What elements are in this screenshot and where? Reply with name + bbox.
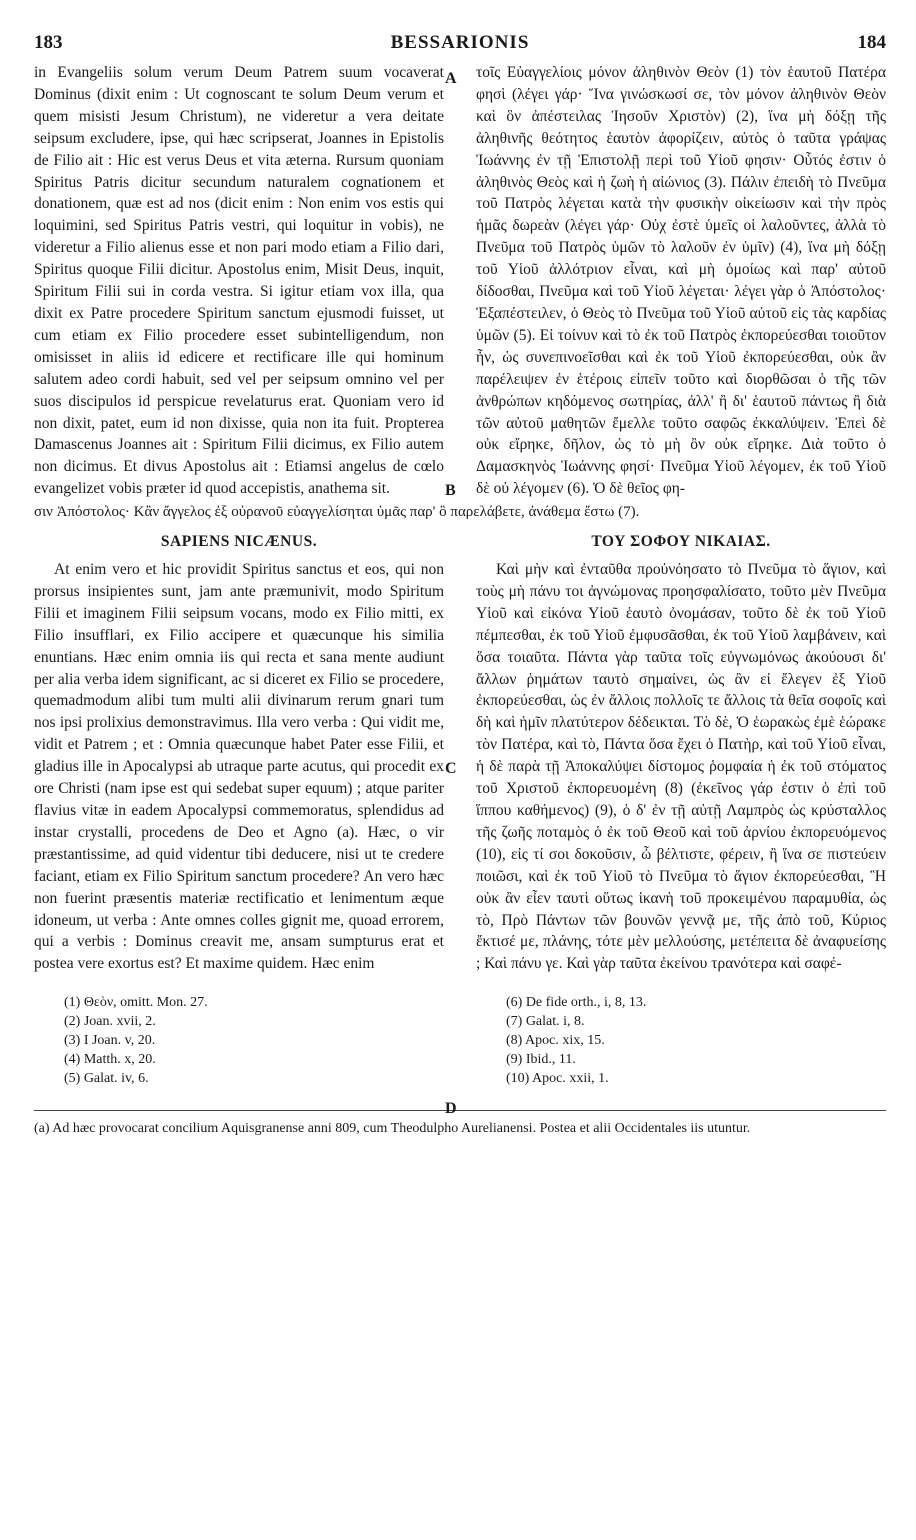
greek-section-title: ΤΟΥ ΣΟΦΟΥ ΝΙΚΑΙΑΣ. (591, 533, 771, 551)
latin-paragraph-1: in Evangeliis solum verum Deum Patrem suum vocaverat Dominus (dixit enim : Ut cognoscant te solum Deum verum et quem misisti Jesum Christum), ne videretur a vera deitate seipsum excludere, ipse, qui hæc scripserat, Joannes in Epistolis de Filio ait : Hic est verus Deus et vita æterna. Rursum quoniam Spiritus Patris dicitur secundum naturalem cognationem et donationem, quæ est ad nos (dicit enim : Non enim vos estis qui loquimini, sed Spiritus Patris vestri, qui loquitur in vobis), ne videretur a Filio alienus esse et non pari modo etiam a Filio dari, Spiritus quoque Filii dicitur. Apostolus enim, Misit Deus, inquit, Spiritum Filii sui in corda vestra. Si igitur etiam vox illa, qua dixit ex Patre procedere Spiritum sanctum ejusmodi fuisset, ut cum etiam ex Filio procedere esset subintelligendum, non omisisset in aliis id edicere et rectificare ille qui hominum salutem adeo cordi habuit, sed vel per seipsum omnino vel per suos discipulos id perspicue revelaturus erat. Quoniam vero id non dixit, patet, eum id non dixisse, quia non ita fuit. Propterea Damascenus Joannes ait : Spiritum Filii dicimus, ex Filio autem non dicimus. Et divus Apostolus ait : Etiamsi angelus de cœlo evangelizet vobis præter id quod accepistis, anathema sit. (34, 64, 444, 498)
footnote-a: (a) Ad hæc provocarat concilium Aquisgranense anni 809, cum Theodulpho Aurelianensi. Postea et alii Occidentales iis utuntur. (34, 1121, 751, 1137)
greek-column-upper (476, 62, 886, 500)
page-header (34, 26, 886, 60)
footnote-divider (34, 1110, 886, 1111)
lower-columns (34, 559, 886, 975)
latin-section-title: SAPIENS NICÆNUS. (160, 533, 318, 551)
note-3: (3) I Joan. v, 20. (64, 1033, 156, 1049)
margin-marker-a: A (445, 70, 457, 87)
greek-paragraph-2: Καὶ μὴν καὶ ἐνταῦθα προὐνόησατο τὸ Πνεῦμα τὸ ἅγιον, καὶ τοὺς μὴ πάνυ τοι ἀγνώμονας προησφαλίσατο, τοῦτο μὲν Πνεῦμα Υἱοῦ καὶ εἰκόνα Υἱοῦ ἑαυτὸ ὀνομάσαν, τοῦτο δὲ ἐκ τοῦ Υἱοῦ πέμπεσθαι, ἐκ τοῦ Υἱοῦ ἐμφυσᾶσθαι, ἐκ τοῦ Υἱοῦ λαμβάνειν, καὶ ὅσα τοιαῦτα. Πάντα γὰρ ταῦτα τοῖς εὐγνωμόνως ἀκούουσι δι' ἄλλων ῥημάτων ταυτὸ σημαίνει, ὡς ἂν εἰ ἔλεγεν ἐξ Υἱοῦ ἐκπορεύεσθαι, ὡς ἐν ἄλλοις πολλοῖς τε ἄλλοις τὰ θεῖα σοφοῖς καὶ δὴ καὶ ἡμῖν πλατύτερον δέδεικται. Τὸ δὲ, Ὁ ἑωρακὼς ἐμὲ ἑώρακε τὸν Πατέρα, καὶ τὸ, Πάντα ὅσα ἔχει ὁ Πατὴρ, καὶ τοῦ Υἱοῦ εἶναι, ἡ δὲ παρὰ τῇ Ἀποκαλύψει δίστομος ῥομφαία ἡ ἐκ τοῦ στόματος τοῦ Χριστοῦ ἐκπορευομένη (8) (ἐκεῖνος γάρ ἐστιν ὁ ἐπὶ τοῦ ἵππου καθήμενος) (9), ὁ δ' ἐν τῇ αὐτῇ Λαμπρὸς ὡς κρύσταλλος τῆς ζωῆς ποταμὸς ὁ ἐκ τοῦ Θεοῦ καὶ τοῦ ἀρνίου ἐκπορευόμενος (10), εἰς τί σοι δοκοῦσιν, ὦ βέλτιστε, φέρειν, ἢ ἵνα σε πιστεύειν ποιῶσι, καὶ ἐκ τοῦ Υἱοῦ τὸ Πνεῦμα τὸ ἅγιον ἐκπορεύεσθαι, Ἢ οὐκ ἂν εἶεν ταυτὶ οὕτως ἱκανὴ τοῦ προκειμένου παραμυθία, ὡς τὸ, Πρὸ Πάντων τῶν βουνῶν γεννᾷ με, τῆς ἀπὸ τοῦ, Κύριος ἔκτισέ με, πλάνης, τότε μὲν μελλούσης, μετέπειτα δὲ ἀναφυείσης ; Καὶ πάνυ γε. Καὶ γὰρ ταῦτα ἐκείνου τρανότερα καὶ σαφέ- (476, 561, 886, 973)
latin-column-upper (34, 62, 444, 500)
margin-marker-d: D (445, 1100, 457, 1117)
notes-left (34, 993, 444, 1088)
margin-marker-b: B (445, 482, 456, 499)
margin-marker-c: C (445, 760, 457, 777)
reference-notes (34, 993, 886, 1088)
page-number-left: 183 (34, 32, 63, 53)
notes-right (476, 993, 886, 1088)
note-6: (6) De fide orth., i, 8, 13. (506, 995, 647, 1011)
upper-columns (34, 62, 886, 500)
latin-paragraph-2: At enim vero et hic providit Spiritus sanctus et eos, qui non prorsus insipientes sunt, jam ante præmunivit, modo Spiritum Filii et imaginem Filii seipsum vocans, modo ex Filio mitti, ex Filio insufflari, ex Filio accipere et quæcunque his similia enuntians. Hæc enim omnia iis qui recta et sana mente audiunt per alia verba idem significant, ac si diceret ex Filio se procedere, quemadmodum alibi tum multi alii divinarum rerum gnari tum nos ipsi prolixius demonstravimus. Illa vero verba : Qui vidit me, vidit et Patrem ; et : Omnia quæcunque habet Pater esse Filii, et gladius ille in Apocalypsi ab utraque parte acutus, qui procedit ex ore Christi (nam ipse est qui sedebat super equum) ; atque pariter flavius vitæ in eadem Apocalypsi commemoratus, splendidus ad instar crystalli, procedens de Deo et Agno (a). Hæc, o vir præstantissime, ad quid videntur tibi deducere, nisi ut te credere faciant, etiam ex Filio Spiritum sanctum procedere? An vero hæc non fuerint præsentis materiæ rectificatio et lenimentum æque idoneum, ut verba : Ante omnes colles gignit me, quoad errorem, qui a verbis : Dominus creavit me, ansam sumpturus erat et postea vere exortus est? Et maxime quidem. Hæc enim (34, 561, 444, 973)
note-4: (4) Matth. x, 20. (64, 1052, 156, 1068)
note-2: (2) Joan. xvii, 2. (64, 1014, 156, 1030)
page-number-right: 184 (857, 32, 886, 53)
latin-column-lower (34, 559, 444, 975)
running-head: BESSARIONIS (390, 32, 530, 53)
note-8: (8) Apoc. xix, 15. (506, 1033, 605, 1049)
note-5: (5) Galat. iv, 6. (64, 1071, 149, 1087)
greek-column-lower (476, 559, 886, 975)
section-headings (34, 527, 886, 559)
note-10: (10) Apoc. xxii, 1. (506, 1071, 609, 1087)
note-1: (1) Θεὸν, omitt. Mon. 27. (64, 995, 208, 1011)
greek-fullwidth-line: σιν Ἀπόστολος· Κἂν ἄγγελος ἐξ οὐρανοῦ εὐαγγελίσηται ὑμᾶς παρ' ὃ παρελάβετε, ἀνάθεμα ἔστω (7). (34, 504, 640, 521)
note-9: (9) Ibid., 11. (506, 1052, 576, 1068)
greek-paragraph-1: τοῖς Εὐαγγελίοις μόνον ἀληθινὸν Θεὸν (1) τὸν ἑαυτοῦ Πατέρα φησὶ (λέγει γάρ· Ἵνα γινώσκωσί σε, τὸν μόνον ἀληθινὸν Θεὸν καὶ ὃν ἀπέστειλας Ἰησοῦν Χριστὸν) (2), ἵνα μὴ δόξῃ τῆς ἀληθινῆς θεότητος ἑαυτὸν ἀφορίζειν, αὐτὸς ὁ ταῦτα γράψας Ἰωάννης ἐν τῇ Ἐπιστολῇ περὶ τοῦ Υἱοῦ φησιν· Οὗτός ἐστιν ὁ ἀληθινὸς Θεὸς καὶ ἡ ζωὴ ἡ αἰώνιος (3). Πάλιν ἐπειδὴ τὸ Πνεῦμα τοῦ Πατρὸς λέγεται κατὰ τὴν φυσικὴν οἰκείωσιν καὶ τὴν πρὸς ἡμᾶς δωρεὰν (λέγει γάρ· Οὐχ ἐστὲ ὑμεῖς οἱ λαλοῦντες, ἀλλὰ τὸ Πνεῦμα τοῦ Πατρὸς ὑμῶν τὸ λαλοῦν ἐν ὑμῖν) (4), ἵνα μὴ δόξῃ τοῦ Υἱοῦ ἀλλότριον εἶναι, καὶ μὴ ὁμοίως καὶ παρ' αὐτοῦ δίδοσθαι, Πνεῦμα καὶ τοῦ Υἱοῦ λέγεται· λέγει γὰρ ὁ Ἀπόστολος· Ἐξαπέστειλεν, ὁ Θεὸς τὸ Πνεῦμα τοῦ Υἱοῦ αὐτοῦ εἰς τὰς καρδίας ὑμῶν (5). Εἰ τοίνυν καὶ τὸ ἐκ τοῦ Πατρὸς ἐκπορεύεσθαι τοιοῦτον ἦν, ὡς συνεπινοεῖσθαι καὶ ἐκ τοῦ Υἱοῦ ἐκπορεύεσθαι, οὐκ ἂν παρέλειψεν ἐν ἑτέροις εἰπεῖν τοῦτο καὶ διορθῶσαι ὁ τῆς τῶν ἀνθρώπων κηδόμενος σωτηρίας, ἀλλ' ἢ δι' ἑαυτοῦ πάντως ἢ διὰ τῶν αὐτοῦ μαθητῶν ἔμελλε τοῦτο σαφῶς ἐκκαλύψειν. Ἐπεὶ δὲ οὐκ εἴρηκε, δῆλον, ὡς τὸ μὴ ὂν οὐκ εἴρηκε. Διὰ τοῦτο ὁ Δαμασκηνὸς Ἰωάννης φησί· Πνεῦμα Υἱοῦ λέγομεν, ἐκ τοῦ Υἱοῦ δὲ οὐ λέγομεν (6). Ὁ δὲ θεῖος φη- (476, 64, 886, 498)
note-7: (7) Galat. i, 8. (506, 1014, 585, 1030)
